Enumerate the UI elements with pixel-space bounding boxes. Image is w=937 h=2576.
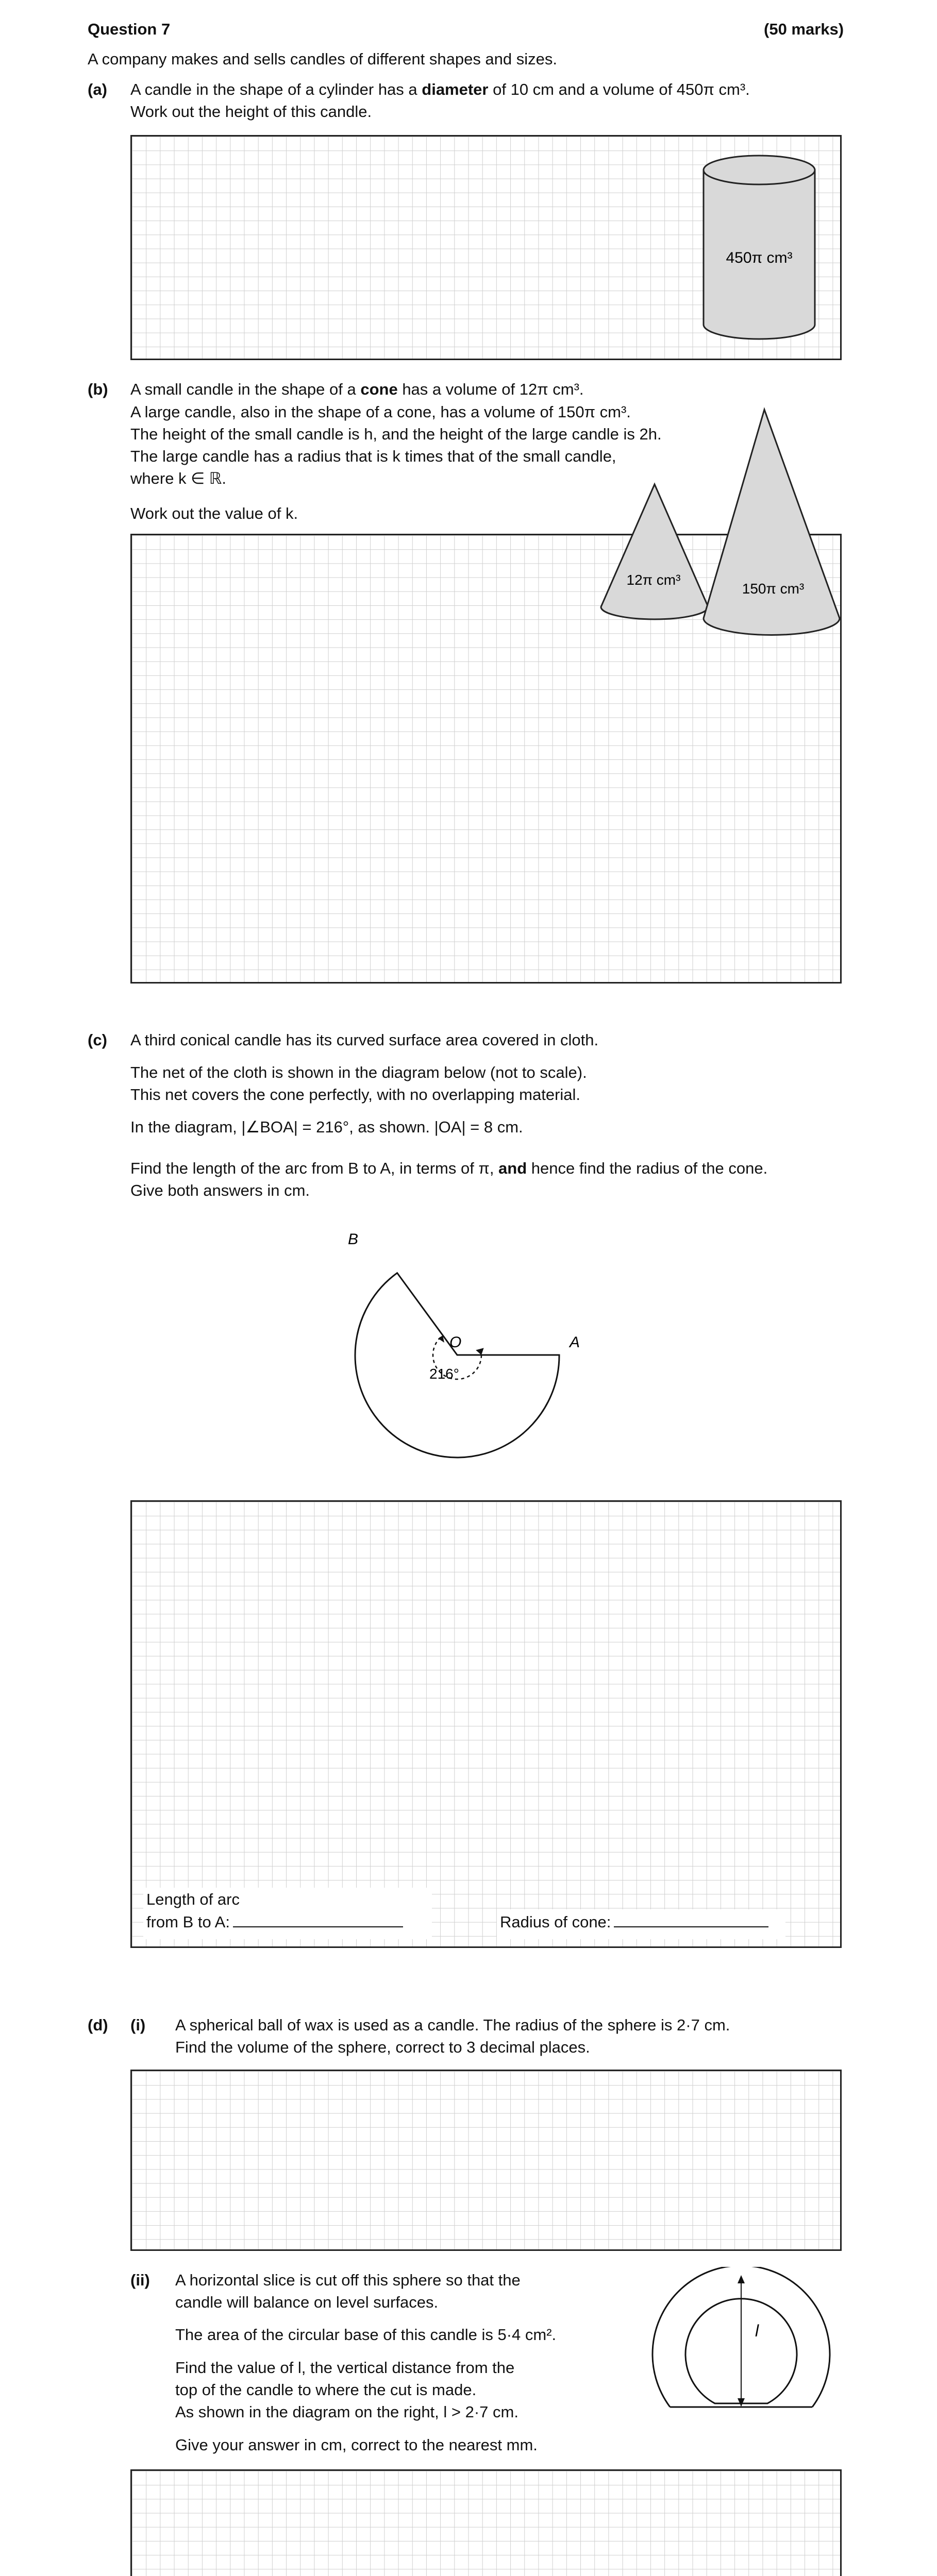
small-cone-label: 12π cm³ xyxy=(626,572,681,588)
question-marks: (50 marks) xyxy=(764,20,844,38)
cylinder-diagram xyxy=(698,147,822,345)
truncated-sphere-diagram xyxy=(649,2267,845,2421)
intro-text: A company makes and sells candles of different shapes and sizes. xyxy=(88,50,558,68)
part-d-ii-label: (ii) xyxy=(130,2271,150,2289)
arc-answer-label-2: from B to A: xyxy=(146,1912,403,1931)
part-d-ii-line2: candle will balance on level surfaces. xyxy=(175,2293,439,2311)
angle-label: 216° xyxy=(429,1366,459,1382)
part-d-ii-line4: Find the value of l, the vertical distance from the xyxy=(175,2359,515,2377)
part-b-label: (b) xyxy=(88,380,108,398)
part-d-ii-line5: top of the candle to where the cut is made. xyxy=(175,2381,477,2399)
part-d-label: (d) xyxy=(88,2016,108,2034)
sector-net-diagram xyxy=(309,1226,598,1484)
part-d-ii-line6: As shown in the diagram on the right, l > 2·7 cm. xyxy=(175,2403,518,2421)
arc-answer-label-1: Length of arc xyxy=(146,1890,240,1908)
l-label: l xyxy=(755,2321,759,2340)
part-c-line4: In the diagram, |∠BOA| = 216°, as shown. |OA| = 8 cm. xyxy=(130,1118,523,1136)
part-c-line1: A third conical candle has its curved surface area covered in cloth. xyxy=(130,1031,599,1049)
part-d-ii-line1: A horizontal slice is cut off this sphere so that the xyxy=(175,2271,521,2289)
part-b-line1: A small candle in the shape of a cone has a volume of 12π cm³. xyxy=(130,380,584,398)
part-b-line3: The height of the small candle is h, and the height of the large candle is 2h. xyxy=(130,425,662,443)
part-a-line1: A candle in the shape of a cylinder has a diameter of 10 cm and a volume of 450π cm³. xyxy=(130,80,750,98)
part-c-line5: Find the length of the arc from B to A, in terms of π, and hence find the radius of the cone. xyxy=(130,1159,768,1177)
radius-answer-line[interactable] xyxy=(614,1926,768,1927)
answer-area-arc xyxy=(143,1888,432,1939)
large-cone-label: 150π cm³ xyxy=(742,581,805,597)
part-d-i-line1: A spherical ball of wax is used as a candle. The radius of the sphere is 2·7 cm. xyxy=(175,2016,730,2034)
cylinder-volume-label: 450π cm³ xyxy=(726,249,793,266)
part-c-line2: The net of the cloth is shown in the diagram below (not to scale). xyxy=(130,1063,587,1081)
part-a-label: (a) xyxy=(88,80,107,98)
question-title: Question 7 xyxy=(88,20,171,38)
part-c-line6: Give both answers in cm. xyxy=(130,1181,310,1199)
point-a-label: A xyxy=(570,1334,580,1351)
arc-answer-line[interactable] xyxy=(233,1926,403,1927)
part-d-i-line2: Find the volume of the sphere, correct to 3 decimal places. xyxy=(175,2038,590,2056)
part-b-line2: A large candle, also in the shape of a cone, has a volume of 150π cm³. xyxy=(130,403,631,421)
part-b-line5: where k ∈ ℝ. xyxy=(130,469,226,487)
point-o-label: O xyxy=(449,1334,462,1351)
part-c-line3: This net covers the cone perfectly, with no overlapping material. xyxy=(130,1086,581,1104)
part-d-i-label: (i) xyxy=(130,2016,146,2034)
part-c-label: (c) xyxy=(88,1031,107,1049)
part-d-ii-line3: The area of the circular base of this candle is 5·4 cm². xyxy=(175,2326,557,2344)
part-b-line6: Work out the value of k. xyxy=(130,504,298,522)
answer-box-d-ii[interactable] xyxy=(130,2469,842,2576)
part-b-line4: The large candle has a radius that is k times that of the small candle, xyxy=(130,447,616,465)
part-d-ii-line7: Give your answer in cm, correct to the nearest mm. xyxy=(175,2436,538,2454)
radius-answer-label: Radius of cone: xyxy=(500,1912,768,1931)
part-a-line2: Work out the height of this candle. xyxy=(130,103,372,121)
cones-diagram xyxy=(593,402,845,654)
answer-area-radius xyxy=(497,1909,785,1939)
answer-box-d-i[interactable] xyxy=(130,2070,842,2251)
answer-box-c[interactable] xyxy=(130,1500,842,1948)
point-b-label: B xyxy=(348,1231,359,1248)
